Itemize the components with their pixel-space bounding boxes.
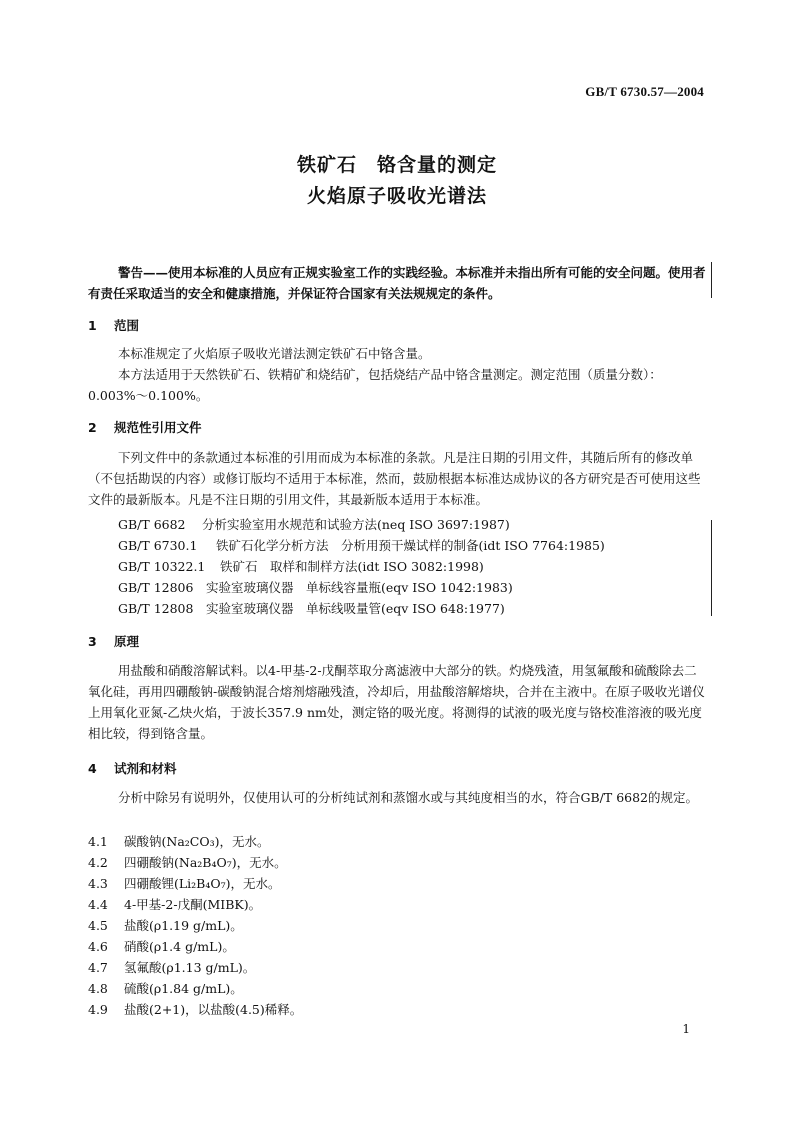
- reference-item: [118, 536, 605, 554]
- item-text: 盐酸(ρ1.19 g/mL)。: [124, 918, 243, 933]
- item-text: 氢氟酸(ρ1.13 g/mL)。: [124, 960, 256, 975]
- section-2-paragraph-1: 下列文件中的条款通过本标准的引用而成为本标准的条款。凡是注日期的引用文件，其随后所有的修改单（不包括勘误的内容）或修订版均不适用于本标准，然而，鼓励根据本标准达成协议的各方研究是否可使用这些文件的最新版本。凡是不注日期的引用文件，其最新版本适用于本标准。: [88, 450, 701, 507]
- page-number: 1: [682, 1022, 690, 1036]
- section-2-heading: [88, 418, 202, 436]
- section-number: 3: [88, 634, 97, 649]
- section-title: 范围: [114, 318, 140, 333]
- reference-title: 分析实验室用水规范和试验方法(neq ISO 3697:1987): [202, 517, 510, 532]
- document-title: 铁矿石 铬含量的测定: [296, 154, 497, 176]
- section-1-paragraph-2: 本方法适用于天然铁矿石、铁精矿和烧结矿，包括烧结产品中铬含量测定。测定范围（质量分数）：0.003%～0.100%。: [88, 367, 662, 403]
- item-number: 4.1: [88, 834, 108, 849]
- item-number: 4.4: [88, 897, 108, 912]
- section-number: 1: [88, 318, 97, 333]
- item-number: 4.5: [88, 918, 108, 933]
- item-text: 4-甲基-2-戊酮(MIBK)。: [124, 897, 262, 912]
- section-number: 2: [88, 420, 97, 435]
- safety-warning: 警告——使用本标准的人员应有正规实验室工作的实践经验。本标准并未指出所有可能的安全问题。使用者有责任采取适当的安全和健康措施，并保证符合国家有关法规规定的条件。: [88, 265, 706, 301]
- item-number: 4.8: [88, 981, 108, 996]
- reference-item: [118, 557, 484, 575]
- reference-code: GB/T 6730.1: [118, 538, 198, 553]
- item-number: 4.7: [88, 960, 108, 975]
- section-1-heading: [88, 316, 139, 334]
- reagent-item: [88, 1000, 302, 1018]
- revision-bar: [711, 520, 712, 616]
- reagent-item: [88, 937, 235, 955]
- reference-item: [118, 515, 510, 533]
- reagent-item: [88, 853, 287, 871]
- item-text: 四硼酸锂(Li₂B₄O₇)，无水。: [124, 876, 281, 891]
- reference-title: 铁矿石化学分析方法 分析用预干燥试样的制备(idt ISO 7764:1985): [216, 538, 605, 553]
- section-4-paragraph-1: 分析中除另有说明外，仅使用认可的分析纯试剂和蒸馏水或与其纯度相当的水，符合GB/T 6682的规定。: [118, 790, 699, 805]
- item-text: 硫酸(ρ1.84 g/mL)。: [124, 981, 243, 996]
- reference-title: 实验室玻璃仪器 单标线吸量管(eqv ISO 648:1977): [206, 601, 505, 616]
- reagent-item: [88, 916, 243, 934]
- document-subtitle: 火焰原子吸收光谱法: [306, 185, 487, 207]
- reference-title: 铁矿石 取样和制样方法(idt ISO 3082:1998): [220, 559, 484, 574]
- item-text: 硝酸(ρ1.4 g/mL)。: [124, 939, 235, 954]
- reference-code: GB/T 6682: [118, 517, 186, 532]
- reference-code: GB/T 10322.1: [118, 559, 206, 574]
- section-3-heading: [88, 632, 139, 650]
- item-number: 4.2: [88, 855, 108, 870]
- reagent-item: [88, 874, 281, 892]
- reference-code: GB/T 12808: [118, 601, 194, 616]
- reference-title: 实验室玻璃仪器 单标线容量瓶(eqv ISO 1042:1983): [206, 580, 513, 595]
- item-number: 4.6: [88, 939, 108, 954]
- section-4-heading: [88, 759, 177, 777]
- section-3-paragraph-1: 用盐酸和硝酸溶解试料。以4-甲基-2-戊酮萃取分离滤液中大部分的铁。灼烧残渣，用氢氟酸和硫酸除去二氧化硅，再用四硼酸钠-碳酸钠混合熔剂熔融残渣，冷却后，用盐酸溶解熔块，合并在主液中。在原子吸收光谱仪上用氧化亚氮-乙炔火焰，于波长357.9 nm处，测定铬的吸光度。将测得的试液的吸光度与铬校准溶液的吸光度相比较，得到铬含量。: [88, 663, 705, 741]
- reference-code: GB/T 12806: [118, 580, 194, 595]
- section-title: 规范性引用文件: [114, 420, 202, 435]
- reagent-item: [88, 958, 255, 976]
- section-number: 4: [88, 761, 97, 776]
- section-title: 原理: [114, 634, 140, 649]
- reagent-item: [88, 895, 261, 913]
- item-number: 4.3: [88, 876, 108, 891]
- standard-code: GB/T 6730.57—2004: [585, 84, 704, 99]
- item-text: 四硼酸钠(Na₂B₄O₇)，无水。: [124, 855, 287, 870]
- reagent-item: [88, 832, 269, 850]
- reference-item: [118, 599, 505, 617]
- item-text: 盐酸(2+1)，以盐酸(4.5)稀释。: [124, 1002, 303, 1017]
- reagent-item: [88, 979, 243, 997]
- revision-bar: [711, 262, 712, 298]
- section-1-paragraph-1: 本标准规定了火焰原子吸收光谱法测定铁矿石中铬含量。: [118, 346, 431, 361]
- reference-item: [118, 578, 513, 596]
- item-text: 碳酸钠(Na₂CO₃)，无水。: [124, 834, 270, 849]
- item-number: 4.9: [88, 1002, 108, 1017]
- section-title: 试剂和材料: [114, 761, 177, 776]
